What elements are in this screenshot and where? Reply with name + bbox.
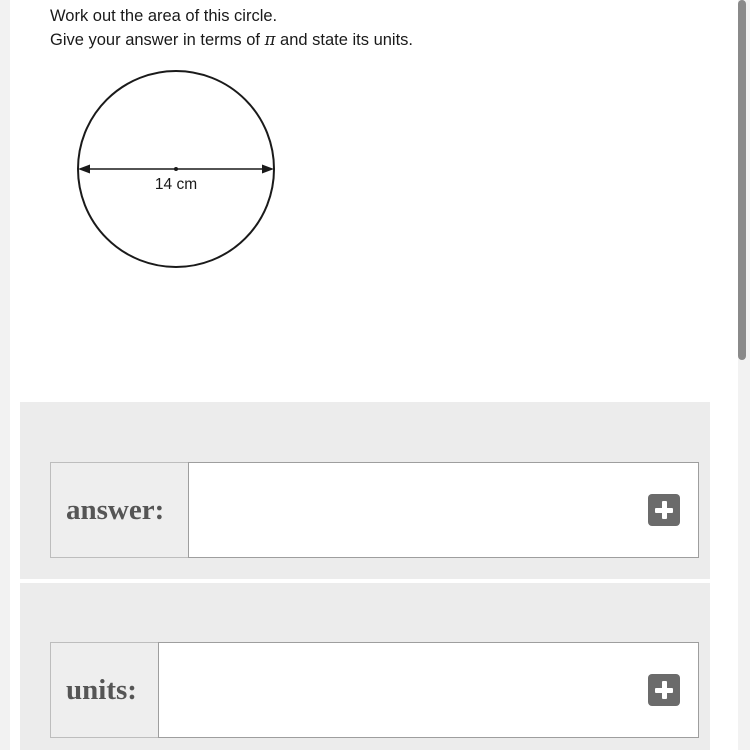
circle-diagram xyxy=(76,68,276,270)
answers-divider xyxy=(20,579,710,583)
scrollbar-thumb[interactable] xyxy=(738,0,746,360)
answers-area xyxy=(20,402,710,750)
question-line-1: Work out the area of this circle. xyxy=(50,7,278,25)
units-label: units: xyxy=(66,673,137,706)
answer-add-button[interactable] xyxy=(648,494,680,526)
units-input[interactable] xyxy=(158,642,699,738)
question-line-2-start: Give your answer in terms of xyxy=(50,31,265,49)
pi-symbol: π xyxy=(264,30,276,49)
question-text xyxy=(50,5,413,52)
answer-input[interactable] xyxy=(188,462,699,558)
diameter-arrow-left xyxy=(78,165,90,174)
diameter-label: 14 cm xyxy=(154,176,198,193)
diameter-arrow-right xyxy=(262,165,274,174)
question-line-2-end: and state its units. xyxy=(275,31,414,49)
answer-row xyxy=(50,462,699,558)
question-line-2 xyxy=(50,28,413,52)
units-row xyxy=(50,642,699,738)
answer-label: answer: xyxy=(66,493,165,526)
center-point xyxy=(174,167,178,171)
units-add-button[interactable] xyxy=(648,674,680,706)
